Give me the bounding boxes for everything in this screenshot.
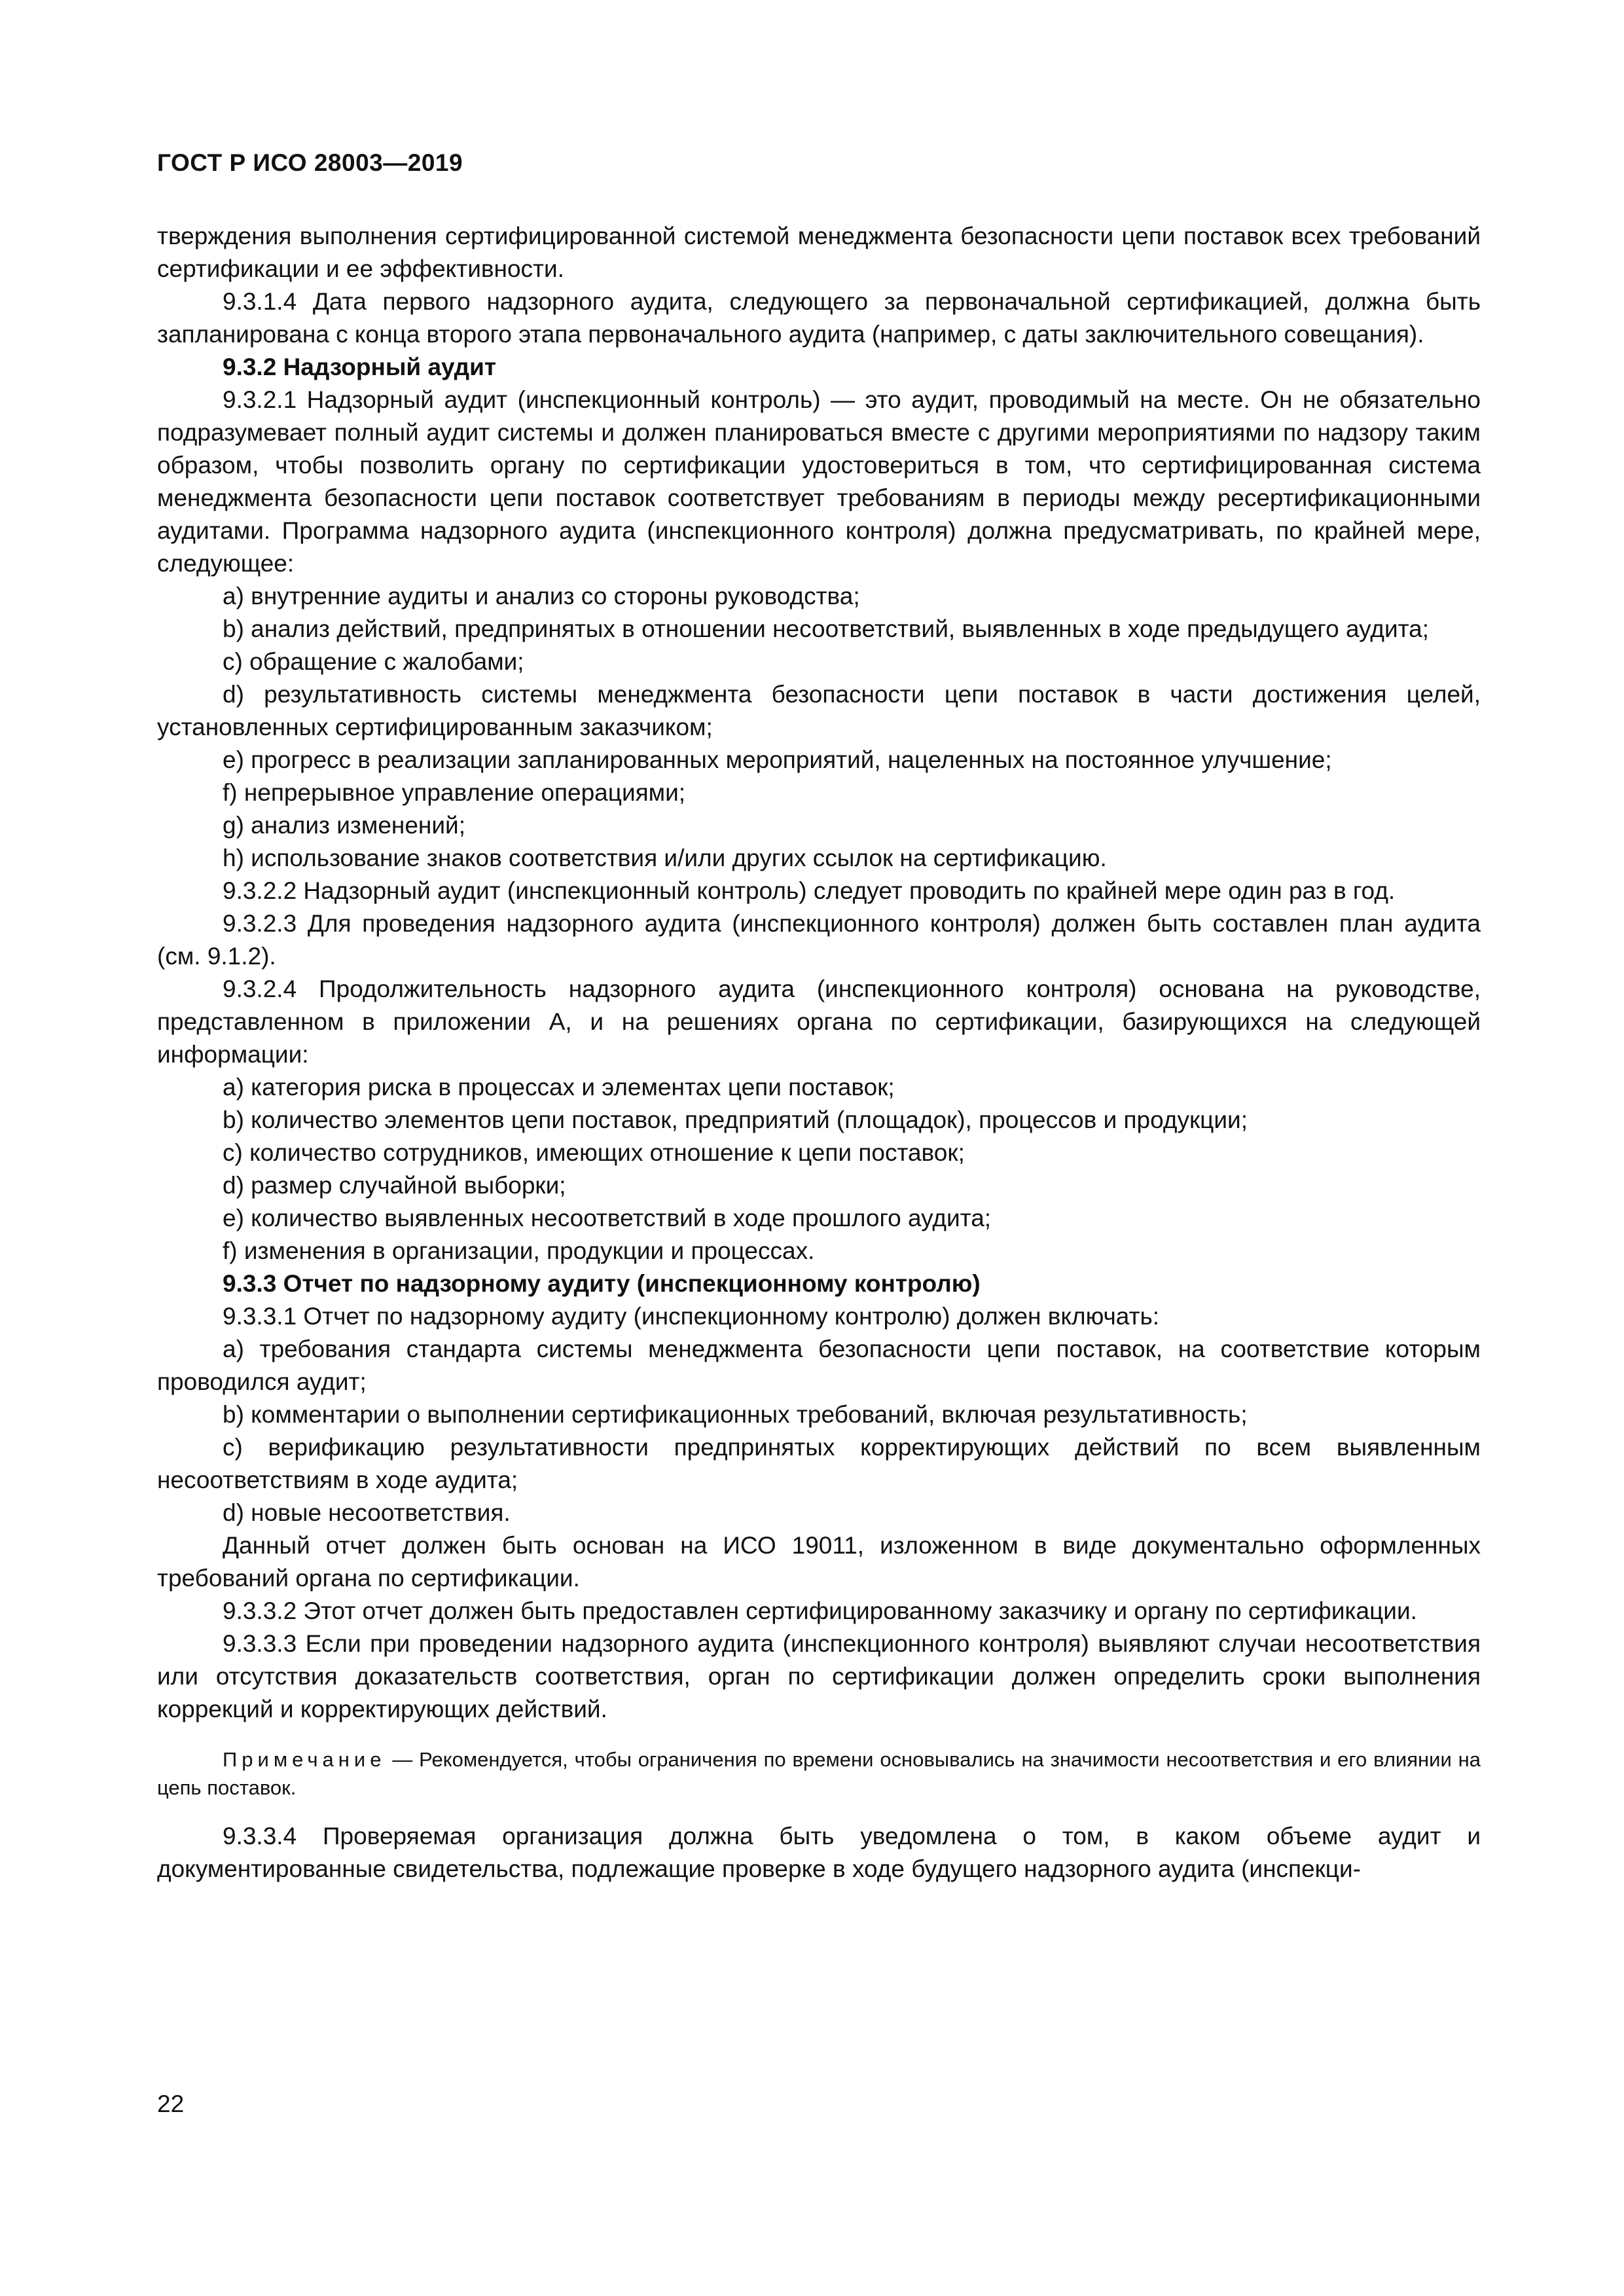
list-item: e) прогресс в реализации запланированных мероприятий, нацеленных на постоянное улучшение;	[223, 746, 1332, 773]
page-number: 22	[157, 2090, 185, 2117]
list-item: f) изменения в организации, продукции и процессах.	[223, 1237, 815, 1264]
list-item: c) количество сотрудников, имеющих отношение к цепи поставок;	[223, 1139, 965, 1166]
list-item: g) анализ изменений;	[223, 812, 465, 839]
paragraph-report-basis: Данный отчет должен быть основан на ИСО 19011, изложенном в виде документально оформленных требований органа по сертификации.	[157, 1532, 1481, 1592]
document-body	[157, 220, 1481, 1886]
paragraph-9-3-2-3: 9.3.2.3 Для проведения надзорного аудита (инспекционного контроля) должен быть составлен план аудита (см. 9.1.2).	[157, 910, 1481, 970]
list-item: c) обращение с жалобами;	[223, 648, 524, 675]
paragraph-9-3-2-2: 9.3.2.2 Надзорный аудит (инспекционный контроль) следует проводить по крайней мере один раз в год.	[223, 877, 1396, 904]
list-item: c) верификацию результативности предпринятых корректирующих действий по всем выявленным несоответствиям в ходе аудита;	[157, 1434, 1481, 1493]
list-item: b) анализ действий, предпринятых в отношении несоответствий, выявленных в ходе предыдущего аудита;	[223, 615, 1430, 642]
list-item: b) комментарии о выполнении сертификационных требований, включая результативность;	[223, 1401, 1248, 1428]
list-item: a) категория риска в процессах и элементах цепи поставок;	[223, 1074, 895, 1101]
list-item: f) непрерывное управление операциями;	[223, 779, 686, 806]
note-label: Примечание	[223, 1748, 386, 1771]
list-item: b) количество элементов цепи поставок, предприятий (площадок), процессов и продукции;	[223, 1106, 1248, 1133]
paragraph-9-3-2-1: 9.3.2.1 Надзорный аудит (инспекционный контроль) — это аудит, проводимый на месте. Он не обязательно подразумевает полный аудит системы и должен планироваться вместе с другими мероприятиями по надзору таким образом, чтобы позволить органу по сертификации удостовериться в том, что сертифицированная система менеджмента безопасности цепи поставок соответствует требованиям в периоды между ресертификационными аудитами. Программа надзорного аудита (инспекционного контроля) должна предусматривать, по крайней мере, следующее:	[157, 386, 1481, 577]
note	[157, 1745, 1481, 1802]
paragraph-9-3-2-4: 9.3.2.4 Продолжительность надзорного аудита (инспекционного контроля) основана на руководстве, представленном в приложении А, и на решениях органа по сертификации, базирующихся на следующей информации:	[157, 975, 1481, 1068]
list-item: d) новые несоответствия.	[223, 1499, 511, 1526]
paragraph-9-3-1-4: 9.3.1.4 Дата первого надзорного аудита, следующего за первоначальной сертификацией, должна быть запланирована с конца второго этапа первоначального аудита (например, с даты заключительного совещания).	[157, 288, 1481, 348]
list-item: d) размер случайной выборки;	[223, 1172, 566, 1199]
section-heading-9-3-2: 9.3.2 Надзорный аудит	[223, 354, 497, 380]
section-heading-9-3-3: 9.3.3 Отчет по надзорному аудиту (инспекционному контролю)	[223, 1270, 981, 1297]
list-item: d) результативность системы менеджмента безопасности цепи поставок в части достижения целей, установленных сертифицированным заказчиком;	[157, 681, 1481, 740]
list-item: h) использование знаков соответствия и/или других ссылок на сертификацию.	[223, 845, 1107, 871]
document-code-header: ГОСТ Р ИСО 28003—2019	[157, 149, 463, 176]
paragraph-continuation: тверждения выполнения сертифицированной системой менеджмента безопасности цепи поставок всех требований сертификации и ее эффективности.	[157, 223, 1481, 282]
paragraph-9-3-3-1: 9.3.3.1 Отчет по надзорному аудиту (инспекционному контролю) должен включать:	[223, 1303, 1160, 1330]
paragraph-9-3-3-2: 9.3.3.2 Этот отчет должен быть предоставлен сертифицированному заказчику и органу по сертификации.	[223, 1597, 1417, 1624]
list-item: a) требования стандарта системы менеджмента безопасности цепи поставок, на соответствие которым проводился аудит;	[157, 1336, 1481, 1395]
list-item: a) внутренние аудиты и анализ со стороны руководства;	[223, 583, 860, 610]
paragraph-9-3-3-4: 9.3.3.4 Проверяемая организация должна быть уведомлена о том, в каком объеме аудит и документированные свидетельства, подлежащие проверке в ходе будущего надзорного аудита (инспекци-	[157, 1823, 1481, 1882]
note-text: — Рекомендуется, чтобы ограничения по времени основывались на значимости несоответствия и его влиянии на цепь поставок.	[157, 1748, 1481, 1799]
list-item: e) количество выявленных несоответствий в ходе прошлого аудита;	[223, 1205, 992, 1231]
paragraph-9-3-3-3: 9.3.3.3 Если при проведении надзорного аудита (инспекционного контроля) выявляют случаи несоответствия или отсутствия доказательств соответствия, орган по сертификации должен определить сроки выполнения коррекций и корректирующих действий.	[157, 1630, 1481, 1722]
